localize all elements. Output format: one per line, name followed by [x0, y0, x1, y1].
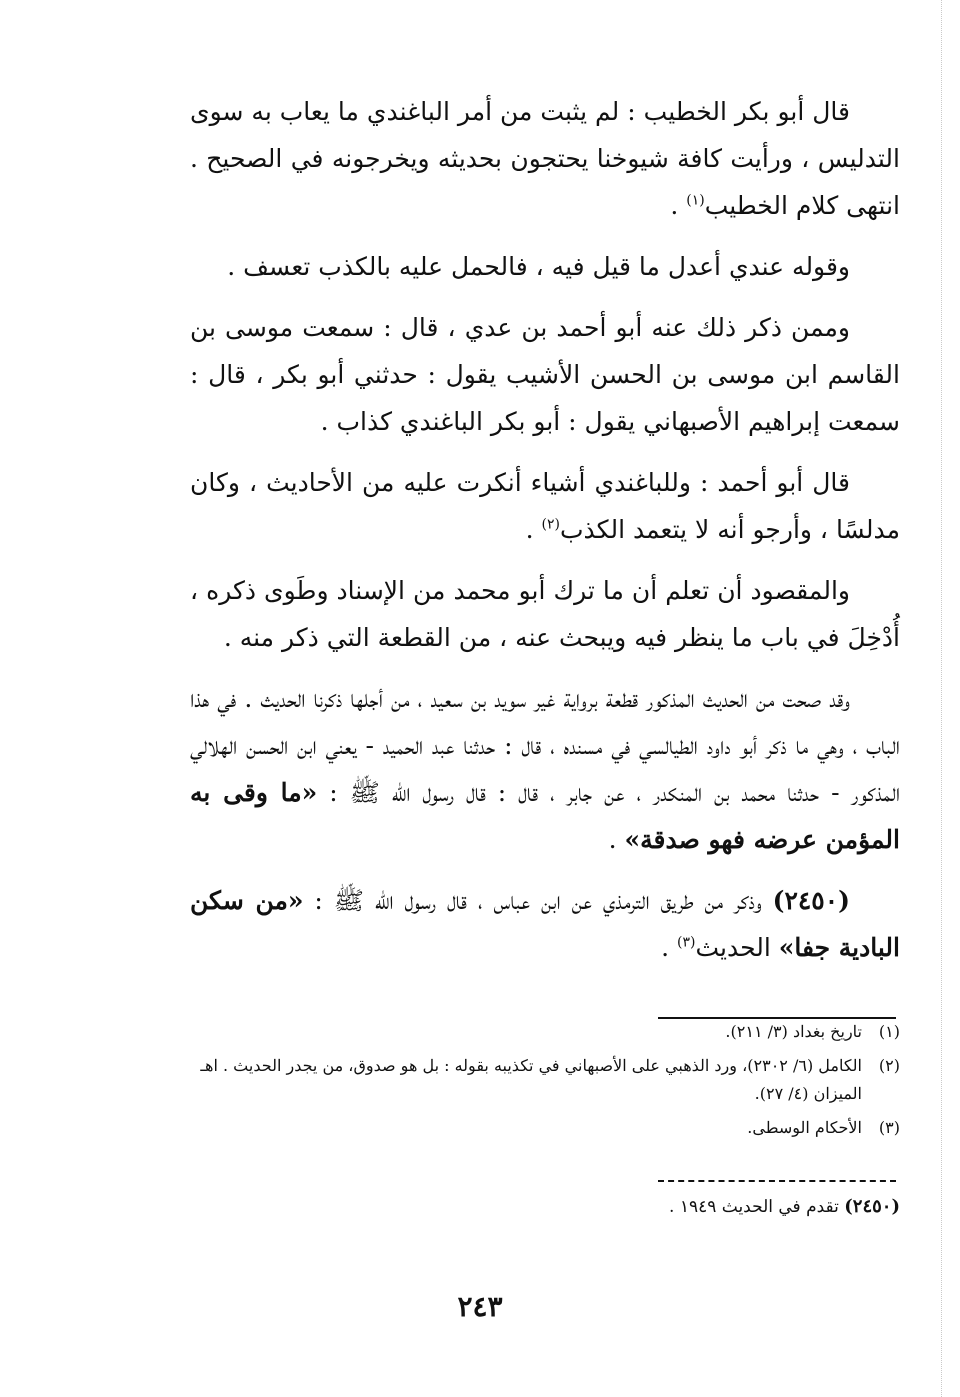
paragraph-4-text: قال أبو أحمد : وللباغندي أشياء أنكرت عليه من الأحاديث ، وكان مدلسًا ، وأرجو أنه لا يتعمد الكذب	[190, 468, 900, 544]
footnote-ref-2[interactable]: (٢)	[541, 516, 560, 533]
paragraph-1-end: .	[670, 191, 687, 220]
reference-separator	[658, 1180, 896, 1182]
paragraph-7	[190, 877, 900, 971]
paragraph-2-text: وقوله عندي أعدل ما قيل فيه ، فالحمل عليه بالكذب تعسف .	[227, 252, 850, 281]
paragraph-5-text: والمقصود أن تعلم أن ما ترك أبو محمد من الإسناد وطَوى ذكره ، أُدْخِلَ في باب ما ينظر فيه ويبحث عنه ، من القطعة التي ذكر منه .	[190, 576, 900, 652]
paragraph-2	[190, 243, 900, 290]
cross-reference-note	[190, 1192, 900, 1222]
footnote-mark: (٢)	[878, 1056, 900, 1075]
paragraph-3-text: وممن ذكر ذلك عنه أبو أحمد بن عدي ، قال : سمعت موسى بن القاسم ابن موسى بن الحسن الأشيب يقول : حدثني أبو بكر ، قال : سمعت إبراهيم الأصبهاني يقول : أبو بكر الباغندي كذاب .	[190, 313, 900, 436]
page-number: ٢٤٣	[457, 1290, 503, 1323]
paragraph-1	[190, 88, 900, 229]
footnotes	[190, 1018, 900, 1148]
footnote-1	[190, 1018, 900, 1046]
paragraph-7-text: وذكر من طريق الترمذي عن ابن عباس ، قال رسول الله ﷺ :	[303, 886, 773, 915]
cross-reference-number: (٢٤٥٠)	[844, 1196, 900, 1217]
paragraph-7-mid: الحديث	[695, 933, 779, 962]
footnote-ref-3[interactable]: (٣)	[676, 934, 696, 951]
paragraph-4-end: .	[525, 515, 542, 544]
hadith-number: (٢٤٥٠)	[772, 886, 850, 915]
footnote-mark: (٣)	[878, 1118, 900, 1137]
paragraph-4	[190, 459, 900, 553]
main-text	[190, 88, 900, 985]
cross-reference-text: تقدم في الحديث ١٩٤٩ .	[669, 1197, 845, 1217]
footnote-3	[190, 1114, 900, 1142]
paragraph-6-end: .	[608, 825, 625, 854]
footnote-mark: (١)	[878, 1022, 900, 1041]
paragraph-3	[190, 304, 900, 445]
paragraph-5	[190, 567, 900, 661]
paragraph-1-text: قال أبو بكر الخطيب : لم يثبت من أمر الباغندي ما يعاب به سوى التدليس ، ورأيت كافة شيوخنا يحتجون بحديثه ويخرجونه في الصحيح . انتهى كلام الخطيب	[190, 97, 900, 220]
paragraph-6	[190, 675, 900, 863]
paragraph-6-text: وقد صحت من الحديث المذكور قطعة برواية غير سويد بن سعيد ، من أجلها ذكرنا الحديث . في هذا الباب ، وهي ما ذكر أبو داود الطيالسي في مسنده ، قال : حدثنا عبد الحميد - يعني ابن الحسن الهلالي المذكور - حدثنا محمد بن المنكدر ، عن جابر ، قال : قال رسول الله ﷺ :	[190, 684, 901, 807]
footnote-ref-1[interactable]: (١)	[686, 192, 705, 209]
hadith-quote-2: «من سكن البادية جفا»	[190, 886, 900, 962]
page-edge-line	[941, 0, 942, 1397]
footnote-text: الكامل (٦/ ٢٣٠٢)، ورد الذهبي على الأصبهاني في تكذيبه بقوله : بل هو صدوق، من يجدر الحديث . اهـ الميزان (٤/ ٢٧).	[200, 1056, 862, 1103]
paragraph-7-end: .	[661, 933, 677, 962]
footnote-text: تاريخ بغداد (٣/ ٢١١).	[725, 1022, 862, 1041]
footnote-2	[190, 1052, 900, 1108]
hadith-quote-1: «ما وقى به المؤمن عرضه فهو صدقة»	[190, 778, 900, 854]
footnote-text: الأحكام الوسطى.	[747, 1118, 862, 1137]
